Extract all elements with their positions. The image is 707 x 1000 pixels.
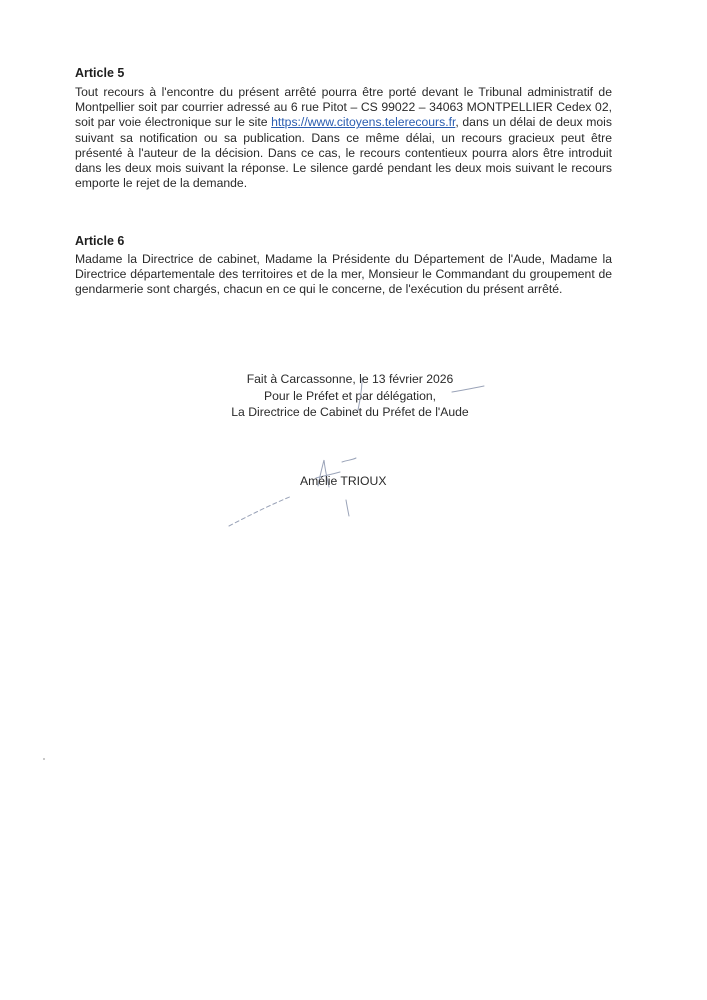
- telerecours-link[interactable]: https://www.citoyens.telerecours.fr: [271, 115, 456, 130]
- article-5-body: [75, 85, 612, 191]
- scan-speck: [43, 758, 45, 760]
- article-5-text-end: , dans un délai de deux mois suivant sa notification ou sa publication. Dans ce même délai, un recours gracieux peut être présenté à l'auteur de la décision. Dans ce cas, le recours contentieux pourra alors être introduit dans les deux mois suivant la réponse. Le silence gardé pendant les deux mois suivant le recours emporte le rejet de la demande.: [75, 115, 612, 191]
- delegation-line: Pour le Préfet et par délégation,: [263, 388, 437, 403]
- article-5-title: Article 5: [75, 66, 125, 80]
- article-6-body: Madame la Directrice de cabinet, Madame la Présidente du Département de l'Aude, Madame la Directrice départementale des territoires et de la mer, Monsieur le Commandant du groupement de gendarmerie sont chargés, chacun en ce qui le concerne, de l'exécution du présent arrêté.: [75, 252, 612, 297]
- signature-block: [200, 371, 500, 421]
- article-6-title: Article 6: [75, 234, 125, 248]
- article-5-text-start: Tout recours à l'encontre du présent arrêté pourra être porté devant le Tribunal administratif de Montpellier soit par courrier adressé au 6 rue Pitot – CS 99022 – 34063 MONTPELLIER Cedex 02, soit par voie électronique sur le site: [75, 85, 612, 130]
- signatory-role: La Directrice de Cabinet du Préfet de l'Aude: [231, 405, 469, 419]
- signatory-name: Amélie TRIOUX: [300, 474, 387, 488]
- place-date: Fait à Carcassonne, le 13 février 2026: [246, 372, 454, 386]
